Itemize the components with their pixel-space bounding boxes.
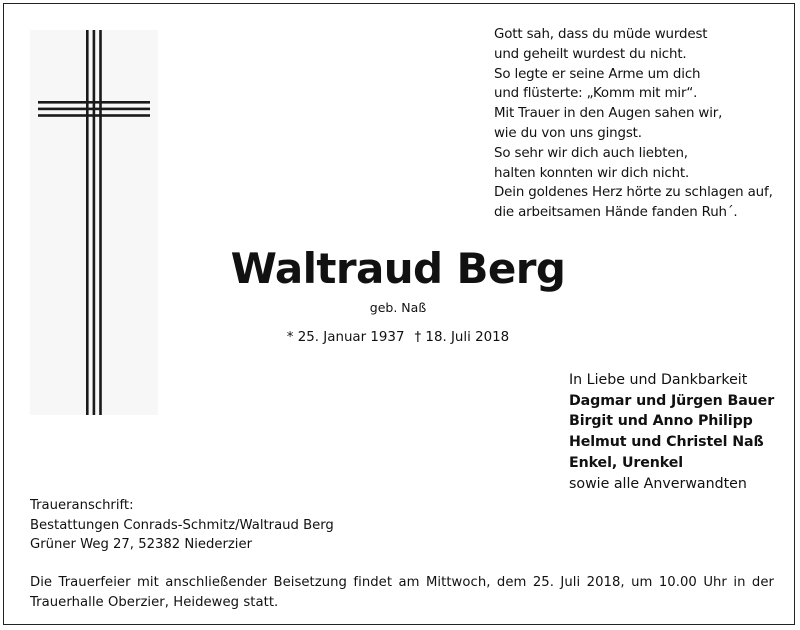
poem-line: So sehr wir dich auch liebten,	[494, 145, 688, 161]
poem-line: halten konnten wir dich nicht.	[494, 165, 690, 181]
condolence-address	[30, 496, 390, 555]
poem-line: und geheilt wurdest du nicht.	[494, 46, 687, 62]
poem-line: Dein goldenes Herz hörte zu schlagen auf,	[494, 185, 773, 201]
address-line: Bestattungen Conrads-Schmitz/Waltraud Berg	[30, 517, 334, 533]
poem	[494, 25, 794, 223]
life-dates	[200, 329, 596, 347]
poem-line: Gott sah, dass du müde wurdest	[494, 27, 708, 42]
address-label: Traueranschrift:	[30, 498, 134, 513]
funeral-notice: Die Trauerfeier mit anschließender Beisetzung findet am Mittwoch, dem 25. Juli 2018, um 10.00 Uhr in der Trauerhalle Oberzier, Heideweg statt.	[30, 575, 774, 610]
birth-date: * 25. Januar 1937	[286, 330, 405, 345]
deceased-name: Waltraud Berg	[230, 244, 566, 293]
address-line: Grüner Weg 27, 52382 Niederzier	[30, 537, 253, 552]
mourners-block	[569, 370, 794, 494]
mourners-closing: sowie alle Anverwandten	[569, 475, 747, 492]
mourner-name: Enkel, Urenkel	[569, 454, 684, 471]
cross-icon	[30, 30, 158, 415]
mourner-name: Birgit und Anno Philipp	[569, 413, 753, 430]
mourner-name: Helmut und Christel Naß	[569, 434, 764, 451]
poem-line: die arbeitsamen Hände fanden Ruh´.	[494, 205, 738, 221]
poem-line: und flüsterte: „Komm mit mir“.	[494, 86, 698, 102]
death-date: † 18. Juli 2018	[414, 330, 510, 345]
poem-line: Mit Trauer in den Augen sahen wir,	[494, 106, 723, 122]
mourner-name: Dagmar und Jürgen Bauer	[569, 392, 775, 409]
mourners-intro: In Liebe und Dankbarkeit	[569, 372, 748, 388]
maiden-name: geb. Naß	[369, 300, 427, 315]
poem-line: wie du von uns gingst.	[494, 125, 642, 141]
poem-line: So legte er seine Arme um dich	[494, 66, 701, 82]
